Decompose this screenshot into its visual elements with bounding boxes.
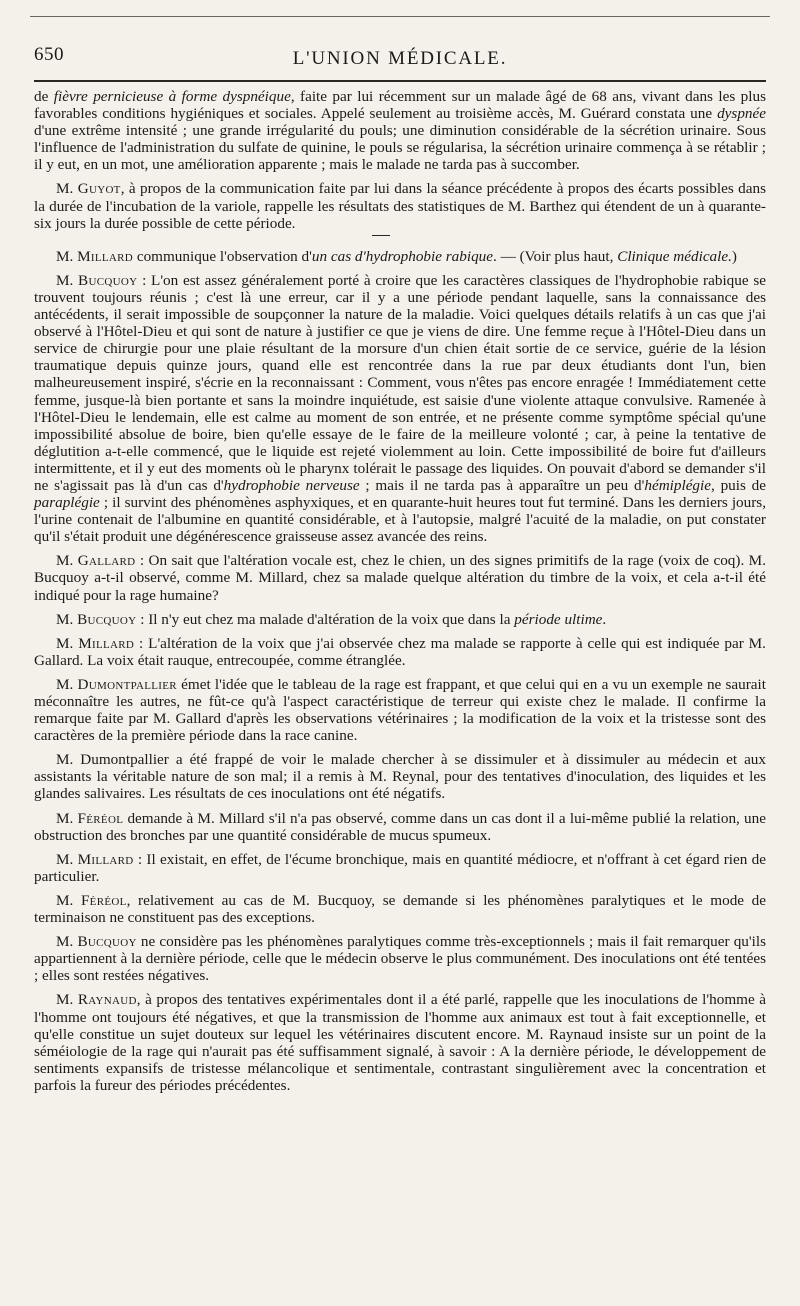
text-run: M. — [56, 180, 78, 198]
paragraph — [34, 991, 766, 1094]
text-run: : On sait que l'altération vocale est, chez le chien, un des signes primitifs de la rage (voix de coq). M. Bucquoy a-t-il observé, comme M. Millard, chez sa malade quelque altération du timbre de la voix, et cela a-t-il été indiqué pour la rage humaine? — [34, 552, 766, 604]
text-run: M. — [56, 809, 78, 827]
speaker-name: Bucquoy — [77, 610, 137, 628]
speaker-name: Millard — [78, 634, 135, 652]
speaker-name: Millard — [77, 850, 134, 868]
italic-text: période ultime — [514, 610, 603, 628]
text-run: M. — [56, 933, 78, 951]
speaker-name: Féréol — [77, 809, 124, 827]
top-rule — [30, 16, 770, 17]
paragraph — [34, 676, 766, 744]
text-run: M. — [56, 552, 78, 570]
text-run: M. — [56, 891, 81, 909]
speaker-name: Bucquoy — [77, 933, 137, 951]
section-separator — [372, 235, 390, 236]
speaker-name: Féréol — [80, 891, 127, 909]
paragraph — [34, 611, 766, 628]
text-run: . — (Voir plus haut, — [493, 247, 618, 265]
paragraph — [34, 88, 766, 173]
paragraph — [34, 751, 766, 802]
text-run: ; il survint des phénomènes asphyxiques, et en quarante-huit heures tout fut terminé. Dans les derniers jours, l'urine contenait de l'albumine en quantité considérable, et à l'autopsie, malgré l'acuité de la maladie, on put constater qu'il s'était produit une dégénérescence graisseuse assez avancée des reins. — [34, 494, 766, 546]
text-run: demande à M. Millard s'il n'a pas observé, comme dans un cas dont il a lui-même publié la relation, une obstruction des bronches par une quantité considérable de mucus spumeux. — [34, 809, 766, 844]
italic-text: Clinique médicale. — [617, 247, 732, 265]
text-run: ne considère pas les phénomènes paralytiques comme très-exceptionnels ; mais il fait remarquer qu'ils appartiennent à la dernière période, celle que le médecin observe le plus communément. Des inoculations ont été tentées ; elles sont restées négatives. — [34, 933, 766, 985]
text-run: d'une extrême intensité ; une grande irrégularité du pouls; une diminution considérable de la sécrétion urinaire. Sous l'influence de l'administration du sulfate de quinine, le pouls se régularisa, la sécrétion urinaire commença à se rétablir ; il y eut, en un mot, une amélioration apparente ; mais le malade ne tarda pas à succomber. — [34, 122, 766, 174]
speaker-name: Millard — [77, 247, 134, 265]
text-run: , à propos de la communication faite par lui dans la séance précédente à propos des écarts possibles dans la durée de l'incubation de la variole, rappelle les résultats des statistiques de M. Barthez qui étendent de un à quarante-six jours la durée possible de cette période. — [34, 180, 766, 232]
paragraph — [34, 635, 766, 669]
italic-text: paraplégie — [34, 494, 100, 512]
paragraph — [34, 248, 766, 265]
text-run: , puis de — [711, 476, 767, 494]
paragraph — [34, 272, 766, 546]
paragraph — [34, 851, 766, 885]
text-run: de — [34, 88, 54, 105]
page-number: 650 — [34, 44, 64, 65]
text-run: ; mais il ne tarda pas à apparaître un peu d' — [359, 476, 645, 494]
text-run: M. — [56, 991, 78, 1009]
text-run: , à propos des tentatives expérimentales dont il a été parlé, rappelle que les inoculations de l'homme à l'homme ont toujours été négatives, et que la transmission de l'homme aux animaux est tout à fait exceptionnelle, et qu'elle constitue un sujet douteux sur lequel les vétérinaires discutent encore. M. Raynaud insiste sur un point de la séméiologie de la rage qui n'aurait pas été suffisamment signalé, à savoir : A la dernière période, le développement de sentiments expansifs de tristesse mélancolique et sentimentale, contrastant singulièrement avec la concentration et parfois la fureur des périodes précédentes. — [34, 991, 766, 1094]
text-run: . — [602, 610, 607, 628]
speaker-name: Raynaud — [77, 991, 137, 1009]
text-run: ) — [731, 247, 737, 265]
italic-text: dyspnée — [717, 105, 766, 123]
text-run: M. — [56, 247, 78, 265]
text-run: : L'on est assez généralement porté à croire que les caractères classiques de l'hydrophobie rabique se trouvent toujours réunis ; c'est là une erreur, car il y a une période pendant laquelle, sans la connaissance des antécédents, il serait impossible de soupçonner la nature de la maladie. Voici quelques détails relatifs à un cas que j'ai observé à l'Hôtel-Dieu et qui sont de nature à justifier ce que je viens de dire. Une femme reçue à l'Hôtel-Dieu dans un service de chirurgie pour une plaie résultant de la morsure d'un chien était sortie de ce service, guérie de la lésion traumatique depuis quinze jours, quand elle est rencontrée dans la rue par deux étudiants dont l'un, bien malheureusement inspiré, s'écrie en la reconnaissant : Comment, vous n'êtes pas encore enragée ! Immédiatement cette femme, jusque-là bien portante et sans la moindre inquiétude, est saisie d'une violente attaque convulsive. Ramenée à l'Hôtel-Dieu le lendemain, elle est calme au moment de son entrée, et ne présente comme symptôme spécial qu'une impossibilité absolue de boire, bien qu'elle essaye de le faire de la meilleure volonté ; car, à peine la tentative de déglutition a-t-elle commencé, que le liquide est rejeté violemment au loin. Cette impossibilité de boire fut d'ailleurs intermittente, et il y eut des moments où le pharynx tolérait le passage des liquides. On pouvait d'abord se demander s'il ne s'agissait pas là d'un cas d' — [34, 271, 766, 494]
text-run: M. — [56, 610, 78, 628]
text-run: : L'altération de la voix que j'ai observée chez ma malade se rapporte à celle qui est indiquée par M. Gallard. La voix était rauque, entrecoupée, comme étranglée. — [34, 634, 766, 669]
running-title: L'UNION MÉDICALE. — [292, 48, 508, 69]
text-run: émet l'idée que le tableau de la rage est frappant, et que celui qui en a vu un exemple ne saurait méconnaître les autres, ne fût-ce qu'à l'aspect caractéristique de terreur qui existe chez le malade. Il confirme la remarque faite par M. Gallard d'après les observations vétérinaires ; la modification de la voix et la tristesse sont des caractères de la première période dans la race canine. — [34, 675, 766, 745]
text-run: : Il existait, en effet, de l'écume bronchique, mais en quantité médiocre, et n'offrant à cet égard rien de particulier. — [34, 850, 767, 885]
italic-text: hydrophobie nerveuse — [223, 476, 360, 494]
italic-text: hémiplégie — [644, 476, 711, 494]
speaker-name: Gallard — [77, 552, 136, 570]
text-run: M. — [56, 634, 79, 652]
text-run: M. Dumontpallier a été frappé de voir le malade chercher à se dissimuler et à dissimuler au médecin et aux assistants la véritable nature de son mal; il a remis à M. Reynal, pour des tentatives d'inoculation, des liquides et les glandes salivaires. Les résultats de ces inoculations ont été négatifs. — [34, 751, 766, 803]
text-run: : Il n'y eut chez ma malade d'altération de la voix que dans la — [136, 610, 515, 628]
italic-text: un cas d'hydrophobie rabique — [311, 247, 494, 265]
text-run: M. — [56, 675, 78, 693]
italic-text: fièvre pernicieuse à forme dyspnéique — [53, 88, 291, 105]
text-run: , faite par lui récemment sur un malade âgé de 68 ans, vivant dans les plus favorables conditions hygiéniques et sociales. Appelé seulement au troisième accès, M. Guérard constata une — [34, 88, 766, 123]
text-run: M. — [56, 850, 78, 868]
speaker-name: Bucquoy — [78, 271, 138, 289]
paragraph — [34, 552, 766, 603]
text-run: communique l'observation d' — [133, 247, 312, 265]
text-run: M. — [56, 271, 79, 289]
paragraph — [34, 933, 766, 984]
paragraph — [34, 180, 766, 231]
paragraph — [34, 810, 766, 844]
paragraph — [34, 892, 766, 926]
text-run: , relativement au cas de M. Bucquoy, se demande si les phénomènes paralytiques et le mode de terminaison ne constituent pas des exceptions. — [34, 891, 766, 927]
body-text — [34, 88, 766, 1094]
speaker-name: Dumontpallier — [77, 675, 177, 693]
speaker-name: Guyot — [77, 180, 121, 198]
